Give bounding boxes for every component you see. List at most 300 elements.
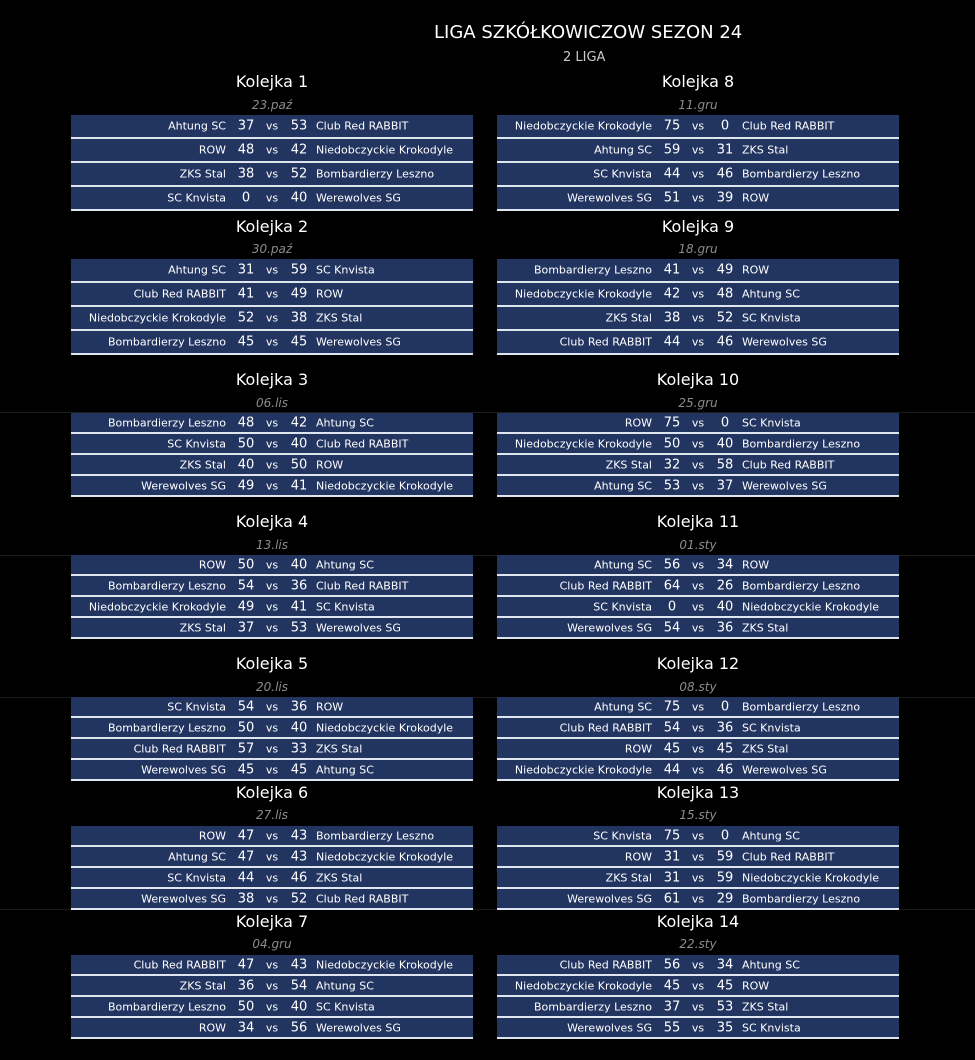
away-score: 46 [716,334,734,350]
away-score: 46 [290,870,308,885]
home-score: 49 [237,599,255,614]
round-date: 01.sty [679,538,717,552]
away-team: ZKS Stal [316,871,363,884]
match-row [497,413,899,434]
match-row [71,331,473,355]
away-score: 36 [290,578,308,593]
vs-label: vs [691,721,705,734]
away-team: Werewolves SG [316,1021,401,1034]
home-team: Niedobczyckie Krokodyle [514,119,652,133]
away-score: 52 [716,310,734,326]
match-row [71,413,473,434]
home-score: 34 [237,1020,255,1035]
away-team: Bombardierzy Leszno [742,167,861,181]
home-score: 0 [667,599,677,614]
vs-label: vs [691,763,705,776]
vs-label: vs [691,742,705,755]
match-row [497,555,899,576]
away-team: SC Knvista [316,1000,375,1013]
vs-label: vs [691,558,705,571]
vs-label: vs [265,958,279,971]
away-team: Werewolves SG [742,763,827,776]
match-row [497,115,899,139]
home-score: 44 [663,762,681,777]
match-row [497,307,899,331]
round-date: 11.gru [678,98,718,112]
round-title: Kolejka 13 [656,783,740,802]
home-team: Club Red RABBIT [559,579,652,592]
vs-label: vs [691,871,705,884]
round-date: 15.sty [679,808,717,822]
away-team: Werewolves SG [316,621,401,634]
home-team: Bombardierzy Leszno [533,1000,652,1013]
vs-label: vs [691,191,705,205]
away-score: 40 [290,557,308,572]
match-row [497,476,899,497]
home-team: Niedobczyckie Krokodyle [88,311,226,325]
vs-label: vs [265,829,279,842]
away-score: 29 [716,891,734,906]
away-score: 41 [290,478,308,493]
home-team: Bombardierzy Leszno [107,335,226,349]
home-team: Bombardierzy Leszno [107,1000,226,1013]
home-team: Werewolves SG [567,892,652,905]
home-team: Bombardierzy Leszno [107,416,226,429]
home-score: 64 [663,578,681,593]
away-team: Werewolves SG [316,191,401,205]
away-score: 42 [290,142,308,158]
home-score: 38 [237,891,255,906]
round-date: 23.paź [251,98,293,112]
vs-label: vs [265,143,279,157]
home-score: 45 [237,334,255,350]
home-score: 44 [663,166,681,182]
home-score: 38 [237,166,255,182]
round-title: Kolejka 2 [235,217,309,236]
home-team: ROW [624,416,652,429]
away-score: 59 [716,849,734,864]
home-team: ROW [198,829,226,842]
match-row [497,997,899,1018]
vs-label: vs [691,335,705,349]
away-score: 48 [716,286,734,302]
vs-label: vs [265,742,279,755]
vs-label: vs [265,167,279,181]
away-score: 43 [290,828,308,843]
home-score: 61 [663,891,681,906]
vs-label: vs [265,700,279,713]
away-score: 37 [716,478,734,493]
home-team: Werewolves SG [567,191,652,205]
away-team: ROW [742,979,770,992]
vs-label: vs [265,119,279,133]
away-score: 40 [716,436,734,451]
away-team: Bombardierzy Leszno [742,579,861,592]
round-date: 08.sty [679,680,717,694]
home-team: Ahtung SC [594,700,652,713]
home-score: 50 [237,999,255,1014]
match-row [71,187,473,211]
away-score: 31 [716,142,734,158]
away-score: 40 [290,720,308,735]
vs-label: vs [691,700,705,713]
round-title: Kolejka 10 [656,370,740,389]
home-score: 38 [663,310,681,326]
vs-label: vs [691,1021,705,1034]
round-title: Kolejka 11 [656,512,740,531]
away-team: ZKS Stal [316,311,363,325]
home-score: 53 [663,478,681,493]
away-team: Niedobczyckie Krokodyle [742,871,880,884]
vs-label: vs [691,600,705,613]
away-team: Ahtung SC [316,763,374,776]
away-team: Werewolves SG [742,479,827,492]
home-score: 50 [663,436,681,451]
match-row [71,760,473,781]
home-score: 45 [237,762,255,777]
home-team: Bombardierzy Leszno [107,579,226,592]
away-team: Werewolves SG [316,335,401,349]
round-title: Kolejka 4 [235,512,309,531]
vs-label: vs [265,721,279,734]
away-team: Bombardierzy Leszno [316,167,435,181]
away-score: 40 [290,999,308,1014]
home-team: Ahtung SC [594,558,652,571]
home-team: ZKS Stal [179,458,226,471]
away-score: 0 [720,699,730,714]
vs-label: vs [691,1000,705,1013]
match-row [71,455,473,476]
home-team: SC Knvista [167,437,226,450]
home-team: Club Red RABBIT [133,287,226,301]
home-team: ZKS Stal [179,621,226,634]
round-date: 30.paź [251,242,293,256]
match-row [497,760,899,781]
away-score: 34 [716,557,734,572]
match-row [71,976,473,997]
match-row [497,718,899,739]
away-team: SC Knvista [742,416,801,429]
vs-label: vs [265,479,279,492]
match-row [71,1018,473,1039]
vs-label: vs [691,167,705,181]
home-score: 55 [663,1020,681,1035]
vs-label: vs [265,579,279,592]
home-team: SC Knvista [167,700,226,713]
round-date: 25.gru [678,396,718,410]
vs-label: vs [691,311,705,325]
round-title: Kolejka 6 [235,783,309,802]
match-row [497,868,899,889]
home-score: 31 [237,262,255,278]
home-score: 50 [237,720,255,735]
away-score: 41 [290,599,308,614]
home-team: ZKS Stal [179,167,226,181]
home-team: Ahtung SC [168,119,226,133]
home-score: 47 [237,828,255,843]
away-score: 40 [290,190,308,206]
home-score: 75 [663,118,681,134]
home-score: 48 [237,415,255,430]
vs-label: vs [691,437,705,450]
match-row [497,331,899,355]
match-row [497,187,899,211]
match-row [71,283,473,307]
vs-label: vs [691,119,705,133]
home-score: 31 [663,870,681,885]
match-row [71,868,473,889]
round-title: Kolejka 1 [235,72,309,91]
home-score: 54 [237,578,255,593]
away-team: Bombardierzy Leszno [742,700,861,713]
away-score: 34 [716,957,734,972]
home-team: Niedobczyckie Krokodyle [514,287,652,301]
match-row [71,597,473,618]
match-row [497,889,899,910]
vs-label: vs [265,191,279,205]
away-team: ROW [742,558,770,571]
match-row [497,739,899,760]
away-team: Club Red RABBIT [316,579,409,592]
vs-label: vs [691,416,705,429]
match-row [71,434,473,455]
home-score: 57 [237,741,255,756]
away-score: 33 [290,741,308,756]
home-score: 44 [237,870,255,885]
match-row [71,889,473,910]
match-row [71,259,473,283]
home-team: ZKS Stal [179,979,226,992]
vs-label: vs [265,458,279,471]
match-row [497,1018,899,1039]
home-team: Werewolves SG [141,892,226,905]
round-title: Kolejka 8 [661,72,735,91]
round-date: 06.lis [255,396,288,410]
away-score: 45 [290,762,308,777]
home-team: Niedobczyckie Krokodyle [514,437,652,450]
home-score: 47 [237,957,255,972]
away-score: 46 [716,166,734,182]
home-team: Niedobczyckie Krokodyle [514,979,652,992]
match-row [497,434,899,455]
vs-label: vs [265,892,279,905]
home-score: 41 [663,262,681,278]
home-score: 32 [663,457,681,472]
home-team: Werewolves SG [567,621,652,634]
away-score: 36 [290,699,308,714]
match-row [71,618,473,639]
away-score: 53 [290,620,308,635]
away-score: 52 [290,891,308,906]
home-score: 59 [663,142,681,158]
round-title: Kolejka 14 [656,912,740,931]
away-team: Club Red RABBIT [316,892,409,905]
away-score: 0 [720,828,730,843]
vs-label: vs [265,437,279,450]
match-row [497,139,899,163]
match-row [71,697,473,718]
match-row [497,618,899,639]
away-team: Niedobczyckie Krokodyle [316,143,454,157]
vs-label: vs [691,287,705,301]
match-row [71,555,473,576]
match-row [497,259,899,283]
away-score: 53 [290,118,308,134]
vs-label: vs [265,1000,279,1013]
home-team: Ahtung SC [168,850,226,863]
home-score: 54 [663,720,681,735]
away-team: ZKS Stal [742,742,789,755]
away-team: ZKS Stal [742,143,789,157]
match-row [497,597,899,618]
vs-label: vs [691,892,705,905]
away-score: 49 [290,286,308,302]
home-team: ROW [198,1021,226,1034]
away-score: 43 [290,849,308,864]
vs-label: vs [265,416,279,429]
vs-label: vs [691,263,705,277]
vs-label: vs [265,979,279,992]
home-score: 75 [663,415,681,430]
vs-label: vs [265,600,279,613]
away-team: Niedobczyckie Krokodyle [316,479,454,492]
vs-label: vs [691,979,705,992]
home-score: 36 [237,978,255,993]
away-score: 45 [716,978,734,993]
away-team: Ahtung SC [316,416,374,429]
away-score: 36 [716,620,734,635]
match-row [71,847,473,868]
home-score: 52 [237,310,255,326]
away-score: 40 [716,599,734,614]
vs-label: vs [265,871,279,884]
away-score: 46 [716,762,734,777]
away-score: 43 [290,957,308,972]
home-team: Club Red RABBIT [559,721,652,734]
away-team: ZKS Stal [316,742,363,755]
vs-label: vs [691,143,705,157]
home-score: 56 [663,957,681,972]
home-score: 48 [237,142,255,158]
match-row [71,115,473,139]
vs-label: vs [691,579,705,592]
round-title: Kolejka 7 [235,912,309,931]
home-team: Bombardierzy Leszno [107,721,226,734]
home-score: 0 [241,190,251,206]
vs-label: vs [265,311,279,325]
home-team: Bombardierzy Leszno [533,263,652,277]
away-team: ROW [316,700,344,713]
home-score: 45 [663,741,681,756]
home-team: ROW [198,558,226,571]
away-team: Ahtung SC [316,979,374,992]
home-team: Club Red RABBIT [559,335,652,349]
away-team: Niedobczyckie Krokodyle [316,721,454,734]
home-score: 56 [663,557,681,572]
match-row [71,997,473,1018]
home-team: Club Red RABBIT [559,958,652,971]
home-team: Club Red RABBIT [133,742,226,755]
match-row [497,955,899,976]
vs-label: vs [691,458,705,471]
match-row [497,976,899,997]
home-team: SC Knvista [593,600,652,613]
home-team: Werewolves SG [141,479,226,492]
away-score: 26 [716,578,734,593]
away-score: 56 [290,1020,308,1035]
home-team: ZKS Stal [605,871,652,884]
home-team: ROW [198,143,226,157]
home-score: 44 [663,334,681,350]
round-title: Kolejka 3 [235,370,309,389]
vs-label: vs [691,829,705,842]
away-score: 42 [290,415,308,430]
home-score: 75 [663,699,681,714]
home-team: Niedobczyckie Krokodyle [514,763,652,776]
away-team: Ahtung SC [742,958,800,971]
round-title: Kolejka 5 [235,654,309,673]
away-team: ROW [316,458,344,471]
home-team: SC Knvista [167,871,226,884]
home-score: 40 [237,457,255,472]
away-score: 0 [720,118,730,134]
away-team: ROW [316,287,344,301]
home-team: ROW [624,742,652,755]
match-row [497,697,899,718]
vs-label: vs [691,850,705,863]
away-team: SC Knvista [316,600,375,613]
away-score: 54 [290,978,308,993]
match-row [71,163,473,187]
match-row [497,283,899,307]
away-score: 52 [290,166,308,182]
away-team: Club Red RABBIT [316,437,409,450]
vs-label: vs [265,263,279,277]
away-score: 35 [716,1020,734,1035]
away-score: 58 [716,457,734,472]
away-score: 45 [716,741,734,756]
away-team: Club Red RABBIT [742,850,835,863]
vs-label: vs [265,287,279,301]
away-score: 0 [720,415,730,430]
home-score: 50 [237,557,255,572]
home-team: SC Knvista [593,167,652,181]
away-score: 53 [716,999,734,1014]
home-score: 75 [663,828,681,843]
away-team: Werewolves SG [742,335,827,349]
vs-label: vs [265,335,279,349]
match-row [497,576,899,597]
round-title: Kolejka 9 [661,217,735,236]
away-team: Bombardierzy Leszno [742,437,861,450]
round-date: 20.lis [255,680,288,694]
away-team: ZKS Stal [742,1000,789,1013]
home-score: 31 [663,849,681,864]
away-team: ZKS Stal [742,621,789,634]
home-score: 42 [663,286,681,302]
home-team: Werewolves SG [567,1021,652,1034]
match-row [497,826,899,847]
page-title: LIGA SZKÓŁKOWICZOW SEZON 24 [434,22,743,43]
league-subtitle: 2 LIGA [563,50,606,65]
match-row [497,847,899,868]
home-score: 47 [237,849,255,864]
home-team: Club Red RABBIT [133,958,226,971]
home-team: Werewolves SG [141,763,226,776]
match-row [71,307,473,331]
home-score: 45 [663,978,681,993]
vs-label: vs [265,850,279,863]
